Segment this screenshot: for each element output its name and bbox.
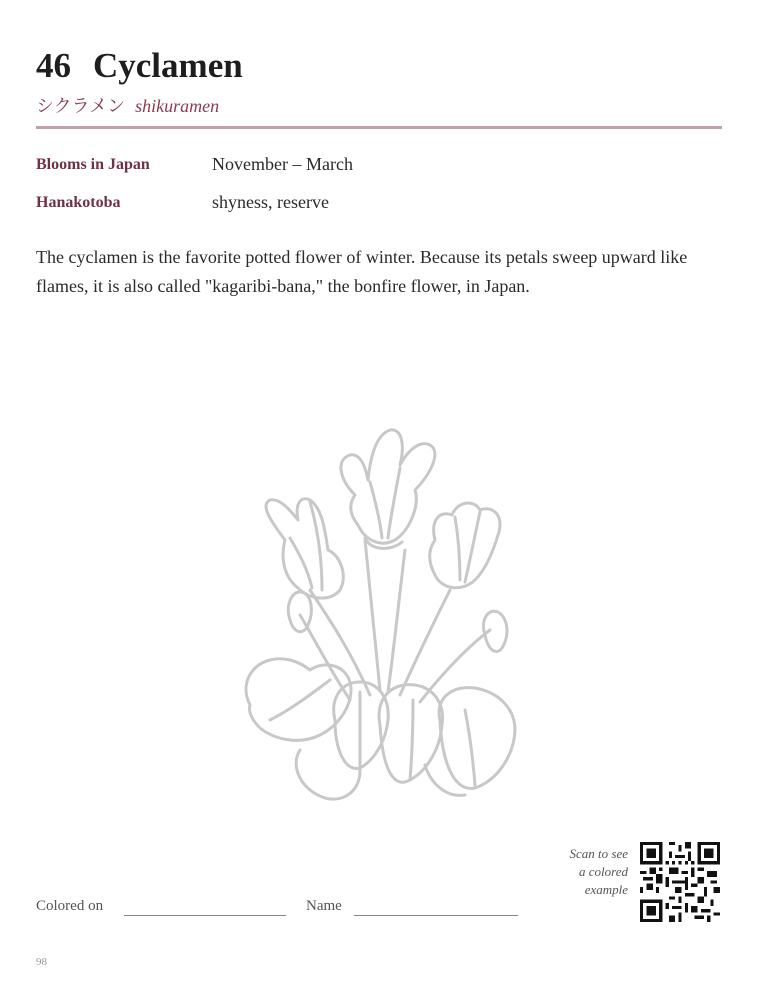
qr-code[interactable] (640, 842, 720, 922)
foliage (246, 659, 515, 799)
qr-caption: Scan to see a colored example (569, 846, 628, 897)
flower-name: Cyclamen (93, 46, 243, 85)
flower-top-center (341, 430, 435, 549)
hanakotoba-label: Hanakotoba (36, 194, 121, 211)
name-label: Name (306, 898, 342, 914)
blooms-value: November – March (212, 154, 353, 174)
colored-on-label: Colored on (36, 898, 104, 914)
colored-on-line[interactable] (124, 915, 286, 916)
katakana-name: シクラメン (36, 96, 126, 116)
flower-number: 46 (36, 46, 71, 85)
hanakotoba-value: shyness, reserve (212, 192, 329, 212)
description: The cyclamen is the favorite potted flower of winter. Because its petals sweep upward like flames, it is also called "kagaribi-bana," the bonfire flower, in Japan. (36, 247, 688, 296)
page-number: 98 (36, 956, 47, 968)
flower-right (430, 503, 500, 588)
flower-stems (300, 540, 490, 702)
flower-left (266, 499, 343, 598)
title-divider (36, 126, 722, 129)
name-line[interactable] (354, 915, 518, 916)
cyclamen-line-drawing (230, 420, 540, 810)
romaji-name: shikuramen (135, 96, 220, 116)
subtitle (36, 92, 219, 118)
blooms-label: Blooms in Japan (36, 156, 150, 173)
page-title (36, 46, 243, 86)
